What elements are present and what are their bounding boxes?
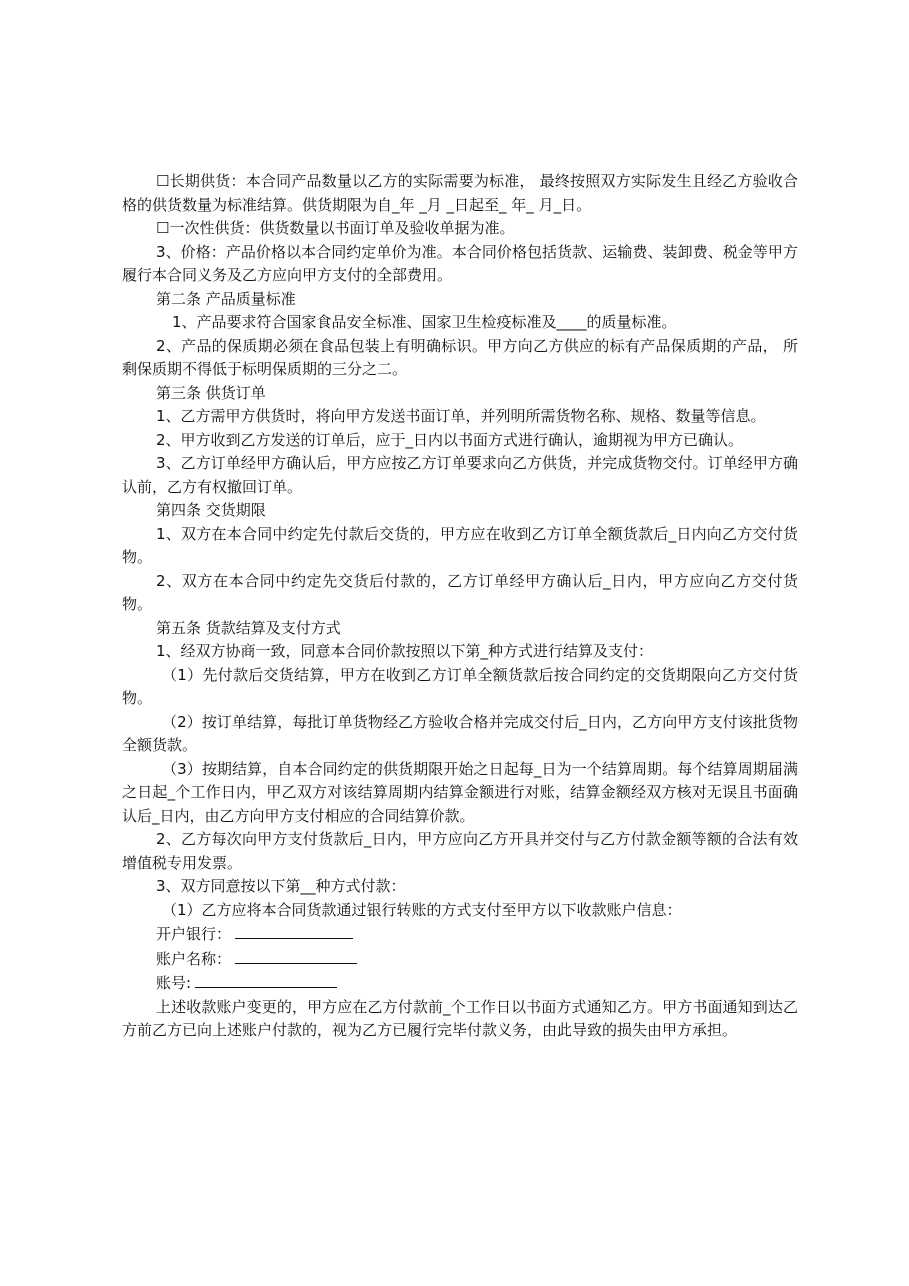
paragraph-long-term-supply: ☐长期供货：本合同产品数量以乙方的实际需要为标准， 最终按照双方实际发生且经乙方验收合格的供货数量为标准结算。供货期限为自_年 _月 _日起至_ 年_ 月_日。	[122, 172, 798, 214]
paragraph-settlement-option-1: （1）先付款后交货结算，甲方在收到乙方订单全额货款后按合同约定的交货期限向乙方交付货物。	[122, 665, 798, 707]
contract-page	[122, 170, 798, 1043]
bank-name-label: 开户银行：	[156, 925, 232, 943]
paragraph-quality-2: 2、产品的保质期必须在食品包装上有明确标识。甲方向乙方供应的标有产品保质期的产品， 所剩保质期不得低于标明保质期的三分之二。	[122, 336, 798, 378]
paragraph-settlement-option-3: （3）按期结算，自本合同约定的供货期限开始之日起每_日为一个结算周期。每个结算周期届满之日起_个工作日内，甲乙双方对该结算周期内结算金额进行对账，结算金额经双方核对无误且书面确认后_日内，由乙方向甲方支付相应的合同结算价款。	[122, 759, 798, 825]
paragraph-payment-method: 3、双方同意按以下第__种方式付款：	[156, 877, 406, 895]
paragraph-quality-1: 1、产品要求符合国家食品安全标准、国家卫生检疫标准及____的质量标准。	[172, 313, 677, 331]
paragraph-account-change: 上述收款账户变更的，甲方应在乙方付款前_个工作日以书面方式通知乙方。甲方书面通知到达乙方前乙方已向上述账户付款的，视为乙方已履行完毕付款义务，由此导致的损失由甲方承担。	[122, 997, 798, 1039]
heading-article-4: 第四条 交货期限	[156, 501, 266, 519]
paragraph-settlement-option-2: （2）按订单结算，每批订单货物经乙方验收合格并完成交付后_日内，乙方向甲方支付该批货物全额货款。	[122, 712, 798, 754]
paragraph-order-2: 2、甲方收到乙方发送的订单后，应于_日内以书面方式进行确认，逾期视为甲方已确认。	[156, 430, 744, 449]
account-name-label: 账户名称：	[156, 949, 232, 968]
paragraph-order-3: 3、乙方订单经甲方确认后，甲方应按乙方订单要求向乙方供货，并完成货物交付。订单经甲方确认前，乙方有权撤回订单。	[122, 454, 798, 496]
paragraph-delivery-2: 2、双方在本合同中约定先交货后付款的，乙方订单经甲方确认后_日内，甲方应向乙方交付货物。	[122, 571, 798, 613]
account-name-line	[122, 947, 798, 972]
account-number-label: 账号:	[156, 974, 192, 992]
bank-name-blank[interactable]	[235, 922, 353, 939]
paragraph-bank-transfer: （1）乙方应将本合同货款通过银行转账的方式支付至甲方以下收款账户信息：	[162, 900, 682, 919]
account-number-blank[interactable]	[195, 971, 337, 988]
paragraph-settlement-1: 1、经双方协商一致，同意本合同价款按照以下第_种方式进行结算及支付：	[156, 642, 654, 660]
paragraph-delivery-1: 1、双方在本合同中约定先付款后交货的，甲方应在收到乙方订单全额货款后_日内向乙方交付货物。	[122, 524, 798, 566]
paragraph-order-1: 1、乙方需甲方供货时，将向甲方发送书面订单，并列明所需货物名称、规格、数量等信息。	[156, 407, 766, 425]
paragraph-invoice: 2、乙方每次向甲方支付货款后_日内，甲方应向乙方开具并交付与乙方付款金额等额的合法有效增值税专用发票。	[122, 830, 798, 872]
bank-name-line	[122, 922, 798, 947]
paragraph-one-time-supply: ☐一次性供货：供货数量以书面订单及验收单据为准。	[156, 219, 515, 237]
account-name-blank[interactable]	[235, 947, 357, 964]
heading-article-5: 第五条 货款结算及支付方式	[156, 618, 341, 637]
account-number-line	[122, 971, 798, 996]
heading-article-2: 第二条 产品质量标准	[156, 289, 296, 308]
paragraph-price: 3、价格：产品价格以本合同约定单价为准。本合同价格包括货款、运输费、装卸费、税金等甲方履行本合同义务及乙方应向甲方支付的全部费用。	[122, 242, 798, 284]
heading-article-3: 第三条 供货订单	[156, 383, 266, 402]
